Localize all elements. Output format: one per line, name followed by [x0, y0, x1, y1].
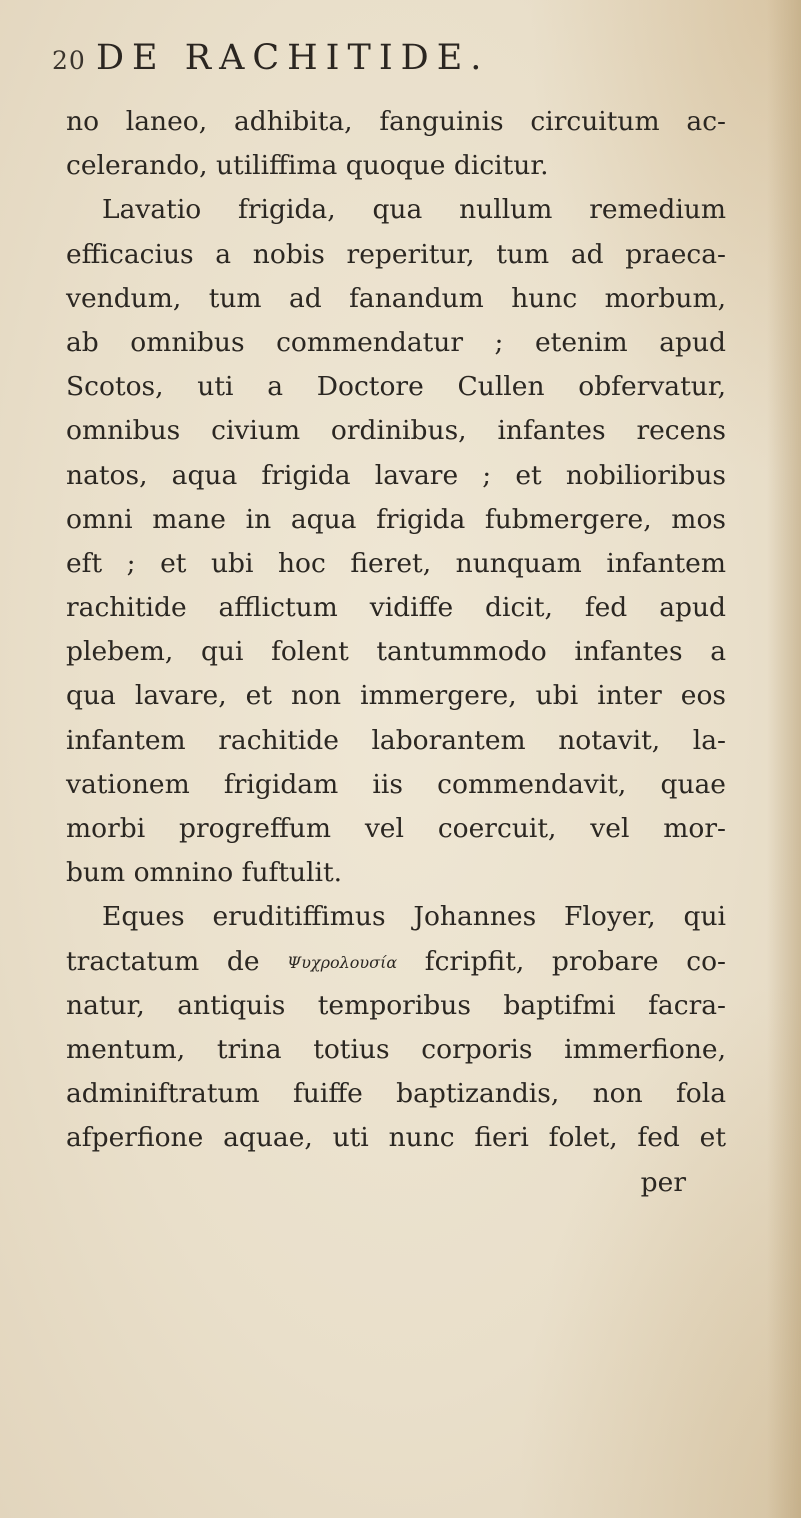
text-line: vendum, tum ad fanandum hunc morbum,: [66, 282, 726, 314]
text-line: natur, antiquis temporibus baptifmi facra-: [66, 989, 726, 1021]
text-line: vationem frigidam iis commendavit, quae: [66, 768, 726, 800]
page-edge-shadow: [767, 0, 801, 1518]
text-line: omnibus civium ordinibus, infantes recens: [66, 415, 726, 447]
page-number: 20: [52, 46, 86, 75]
text-line: afperfione aquae, uti nunc fieri folet, fed et: [66, 1122, 726, 1154]
text-segment: fcripfit, probare co-: [397, 945, 726, 977]
text-line: no laneo, adhibita, fanguinis circuitum ac-: [66, 106, 726, 137]
text-line: Eques eruditiffimus Johannes Floyer, qui: [102, 901, 726, 933]
running-head: [52, 36, 752, 76]
text-line: ab omnibus commendatur ; etenim apud: [66, 326, 726, 358]
text-line: celerando, utiliffima quoque dicitur.: [66, 150, 549, 182]
catchword: per: [640, 1166, 686, 1198]
text-line: bum omnino fuftulit.: [66, 857, 343, 889]
running-title: DE RACHITIDE.: [96, 38, 490, 78]
text-line: adminiftratum fuiffe baptizandis, non fola: [66, 1078, 726, 1110]
text-line: mentum, trina totius corporis immerfione,: [66, 1033, 726, 1065]
text-segment: tractatum de: [66, 945, 288, 977]
text-line: infantem rachitide laborantem notavit, la-: [66, 724, 726, 756]
text-line: morbi progreffum vel coercuit, vel mor-: [66, 813, 726, 844]
text-line: rachitide afflictum vidiffe dicit, fed apud: [66, 592, 726, 624]
greek-word: Ψυχρολουσία: [287, 952, 398, 972]
text-line: Scotos, uti a Doctore Cullen obfervatur,: [66, 371, 726, 403]
text-line: plebem, qui folent tantummodo infantes a: [66, 636, 726, 668]
text-line: Lavatio frigida, qua nullum remedium: [102, 194, 726, 226]
text-line-with-greek: [66, 940, 726, 984]
text-line: natos, aqua frigida lavare ; et nobilioribus: [66, 459, 726, 491]
body-text: [66, 100, 726, 1205]
text-line: eft ; et ubi hoc fieret, nunquam infantem: [66, 547, 726, 579]
text-line: qua lavare, et non immergere, ubi inter eos: [66, 680, 726, 712]
text-line: omni mane in aqua frigida fubmergere, mos: [66, 503, 726, 535]
text-line: efficacius a nobis reperitur, tum ad praeca-: [66, 238, 726, 270]
